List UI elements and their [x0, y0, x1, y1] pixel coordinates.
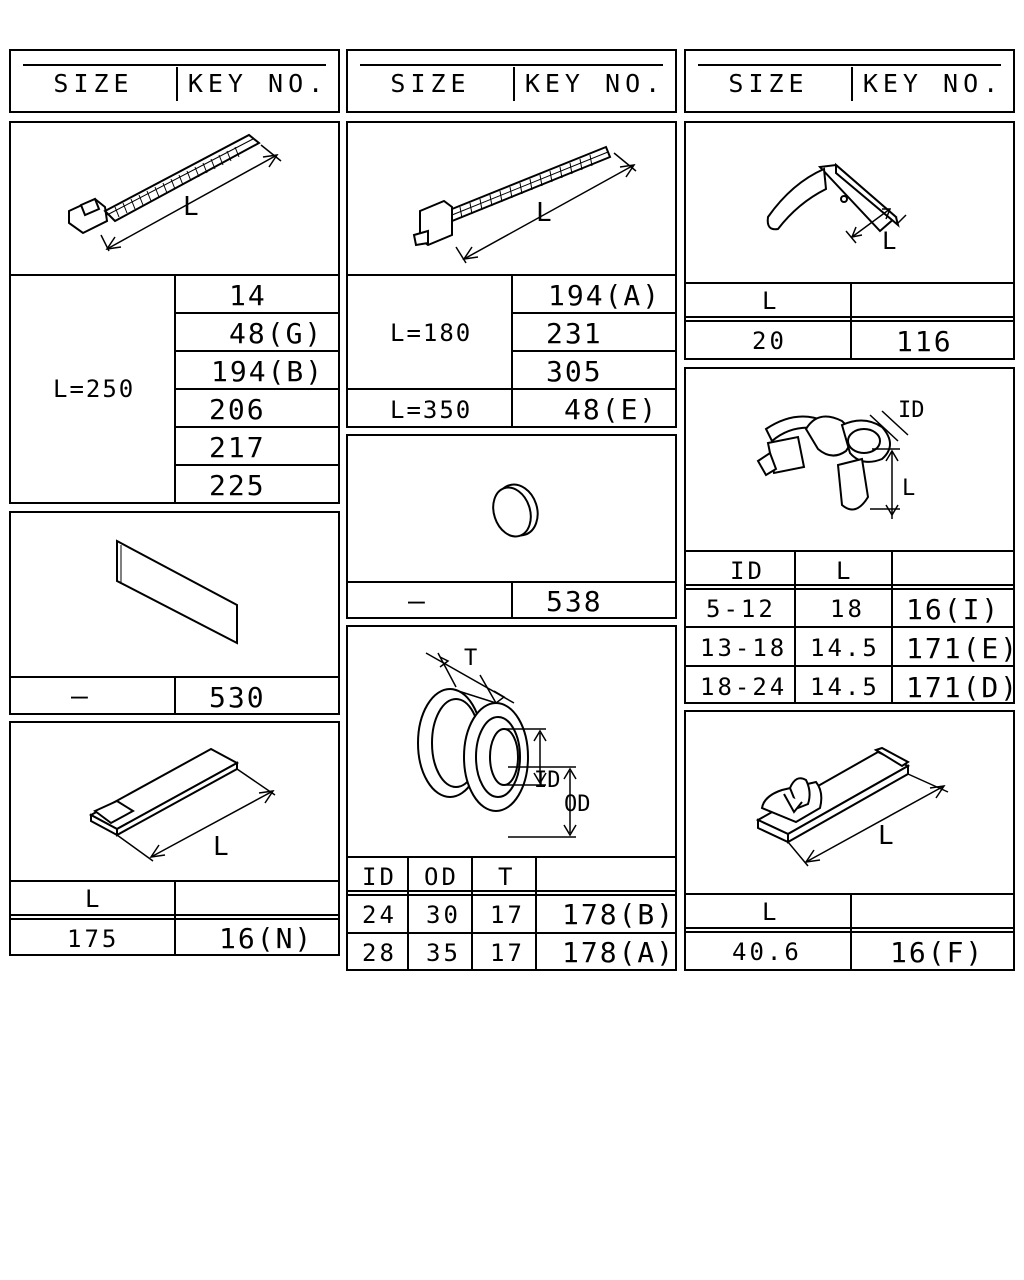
size-header: SIZE	[53, 68, 134, 98]
row-line	[511, 312, 675, 314]
dim-label: L	[536, 198, 552, 228]
cable-tie-180-panel	[346, 121, 677, 428]
size-value: 175	[67, 925, 120, 953]
size-column-label: L	[762, 287, 780, 315]
dim-label: L	[882, 227, 897, 255]
divider	[407, 856, 409, 969]
t-column-label: T	[498, 863, 516, 891]
key-value: 16(I)	[906, 593, 1001, 626]
divider	[471, 856, 473, 969]
key-value: 305	[546, 355, 603, 388]
key-value: 171(E)	[906, 632, 1020, 665]
size-column-label: L	[85, 885, 103, 913]
cable-tie-illustration	[11, 123, 340, 275]
divider	[850, 893, 852, 969]
key-no-header: KEY NO.	[524, 68, 666, 98]
disc-panel	[346, 434, 677, 619]
t-value: 17	[490, 939, 525, 967]
row-line	[348, 932, 675, 934]
strap-panel	[9, 721, 340, 956]
divider	[511, 581, 513, 617]
id-column-label: ID	[730, 557, 765, 585]
row-line	[511, 350, 675, 352]
divider	[348, 856, 675, 858]
key-no-header: KEY NO.	[862, 68, 1004, 98]
id-value: 18-24	[700, 673, 788, 701]
size-value: L=250	[53, 375, 136, 403]
base-clip-illustration	[686, 712, 1015, 896]
key-value: 178(A)	[562, 936, 676, 969]
key-value: 217	[209, 431, 266, 464]
key-value: 178(B)	[562, 898, 676, 931]
size-header: SIZE	[390, 68, 471, 98]
cable-tie-illustration	[348, 123, 677, 275]
dim-t-label: T	[464, 646, 478, 671]
strap-illustration	[11, 723, 340, 881]
row-line	[348, 388, 675, 390]
row-line	[686, 665, 1013, 667]
divider	[686, 550, 1013, 552]
t-value: 17	[490, 901, 525, 929]
l-column-label: L	[836, 557, 854, 585]
dim-l-label: L	[902, 476, 916, 501]
size-value: 40.6	[732, 938, 802, 966]
key-no-header: KEY NO.	[187, 68, 329, 98]
row-line	[174, 388, 338, 390]
dim-od-label: OD	[564, 792, 591, 817]
size-header: SIZE	[728, 68, 809, 98]
header-col-1	[9, 49, 340, 113]
divider	[348, 894, 675, 896]
od-column-label: OD	[424, 863, 459, 891]
divider	[174, 676, 176, 713]
grommet-panel	[346, 625, 677, 971]
divider	[686, 588, 1013, 590]
key-value: 116	[896, 325, 953, 358]
od-value: 35	[426, 939, 461, 967]
id-value: 5-12	[706, 595, 776, 623]
key-value: 225	[209, 469, 266, 502]
divider	[535, 856, 537, 969]
size-column-label: L	[762, 898, 780, 926]
key-value: 194(B)	[211, 355, 325, 388]
od-value: 30	[426, 901, 461, 929]
dim-label: L	[213, 832, 229, 862]
header-col-3	[684, 49, 1015, 113]
key-value: 206	[209, 393, 266, 426]
size-value: 20	[752, 327, 787, 355]
size-value: L=350	[390, 396, 473, 424]
dim-label: L	[878, 821, 894, 851]
key-value: 14	[229, 279, 267, 312]
key-value: 16(F)	[890, 936, 985, 969]
row-line	[174, 312, 338, 314]
pad-panel	[9, 511, 340, 715]
size-value: L=180	[390, 319, 473, 347]
divider	[891, 550, 893, 702]
key-value: 16(N)	[219, 922, 314, 955]
l-value: 14.5	[810, 673, 880, 701]
row-line	[174, 464, 338, 466]
divider	[794, 550, 796, 702]
pipe-clip-panel	[684, 367, 1020, 704]
id-value: 13-18	[700, 634, 788, 662]
row-line	[686, 626, 1013, 628]
pipe-clip-illustration	[686, 369, 1015, 553]
id-value: 28	[362, 939, 397, 967]
key-value: 48(G)	[229, 317, 324, 350]
id-column-label: ID	[362, 863, 397, 891]
size-dash: —	[71, 679, 90, 712]
base-clip-panel	[684, 710, 1015, 971]
key-value: 171(D)	[906, 671, 1020, 704]
divider	[850, 282, 852, 358]
grommet-illustration	[348, 627, 677, 857]
header-col-2	[346, 49, 677, 113]
dim-label: L	[183, 192, 199, 222]
key-value: 231	[546, 317, 603, 350]
l-value: 18	[830, 595, 865, 623]
row-line	[174, 426, 338, 428]
cable-tie-250-panel	[9, 121, 340, 504]
dim-id-label: ID	[534, 768, 561, 793]
clip-l-panel	[684, 121, 1015, 360]
clip-illustration	[686, 123, 1015, 283]
disc-illustration	[348, 436, 677, 581]
id-value: 24	[362, 901, 397, 929]
size-dash: —	[408, 584, 427, 617]
key-value: 48(E)	[564, 393, 659, 426]
l-value: 14.5	[810, 634, 880, 662]
row-line	[174, 350, 338, 352]
divider	[174, 880, 176, 954]
dim-id-label: ID	[898, 398, 925, 423]
pad-illustration	[11, 513, 340, 677]
key-value: 530	[209, 681, 266, 714]
key-value: 194(A)	[548, 279, 662, 312]
key-value: 538	[546, 585, 603, 618]
